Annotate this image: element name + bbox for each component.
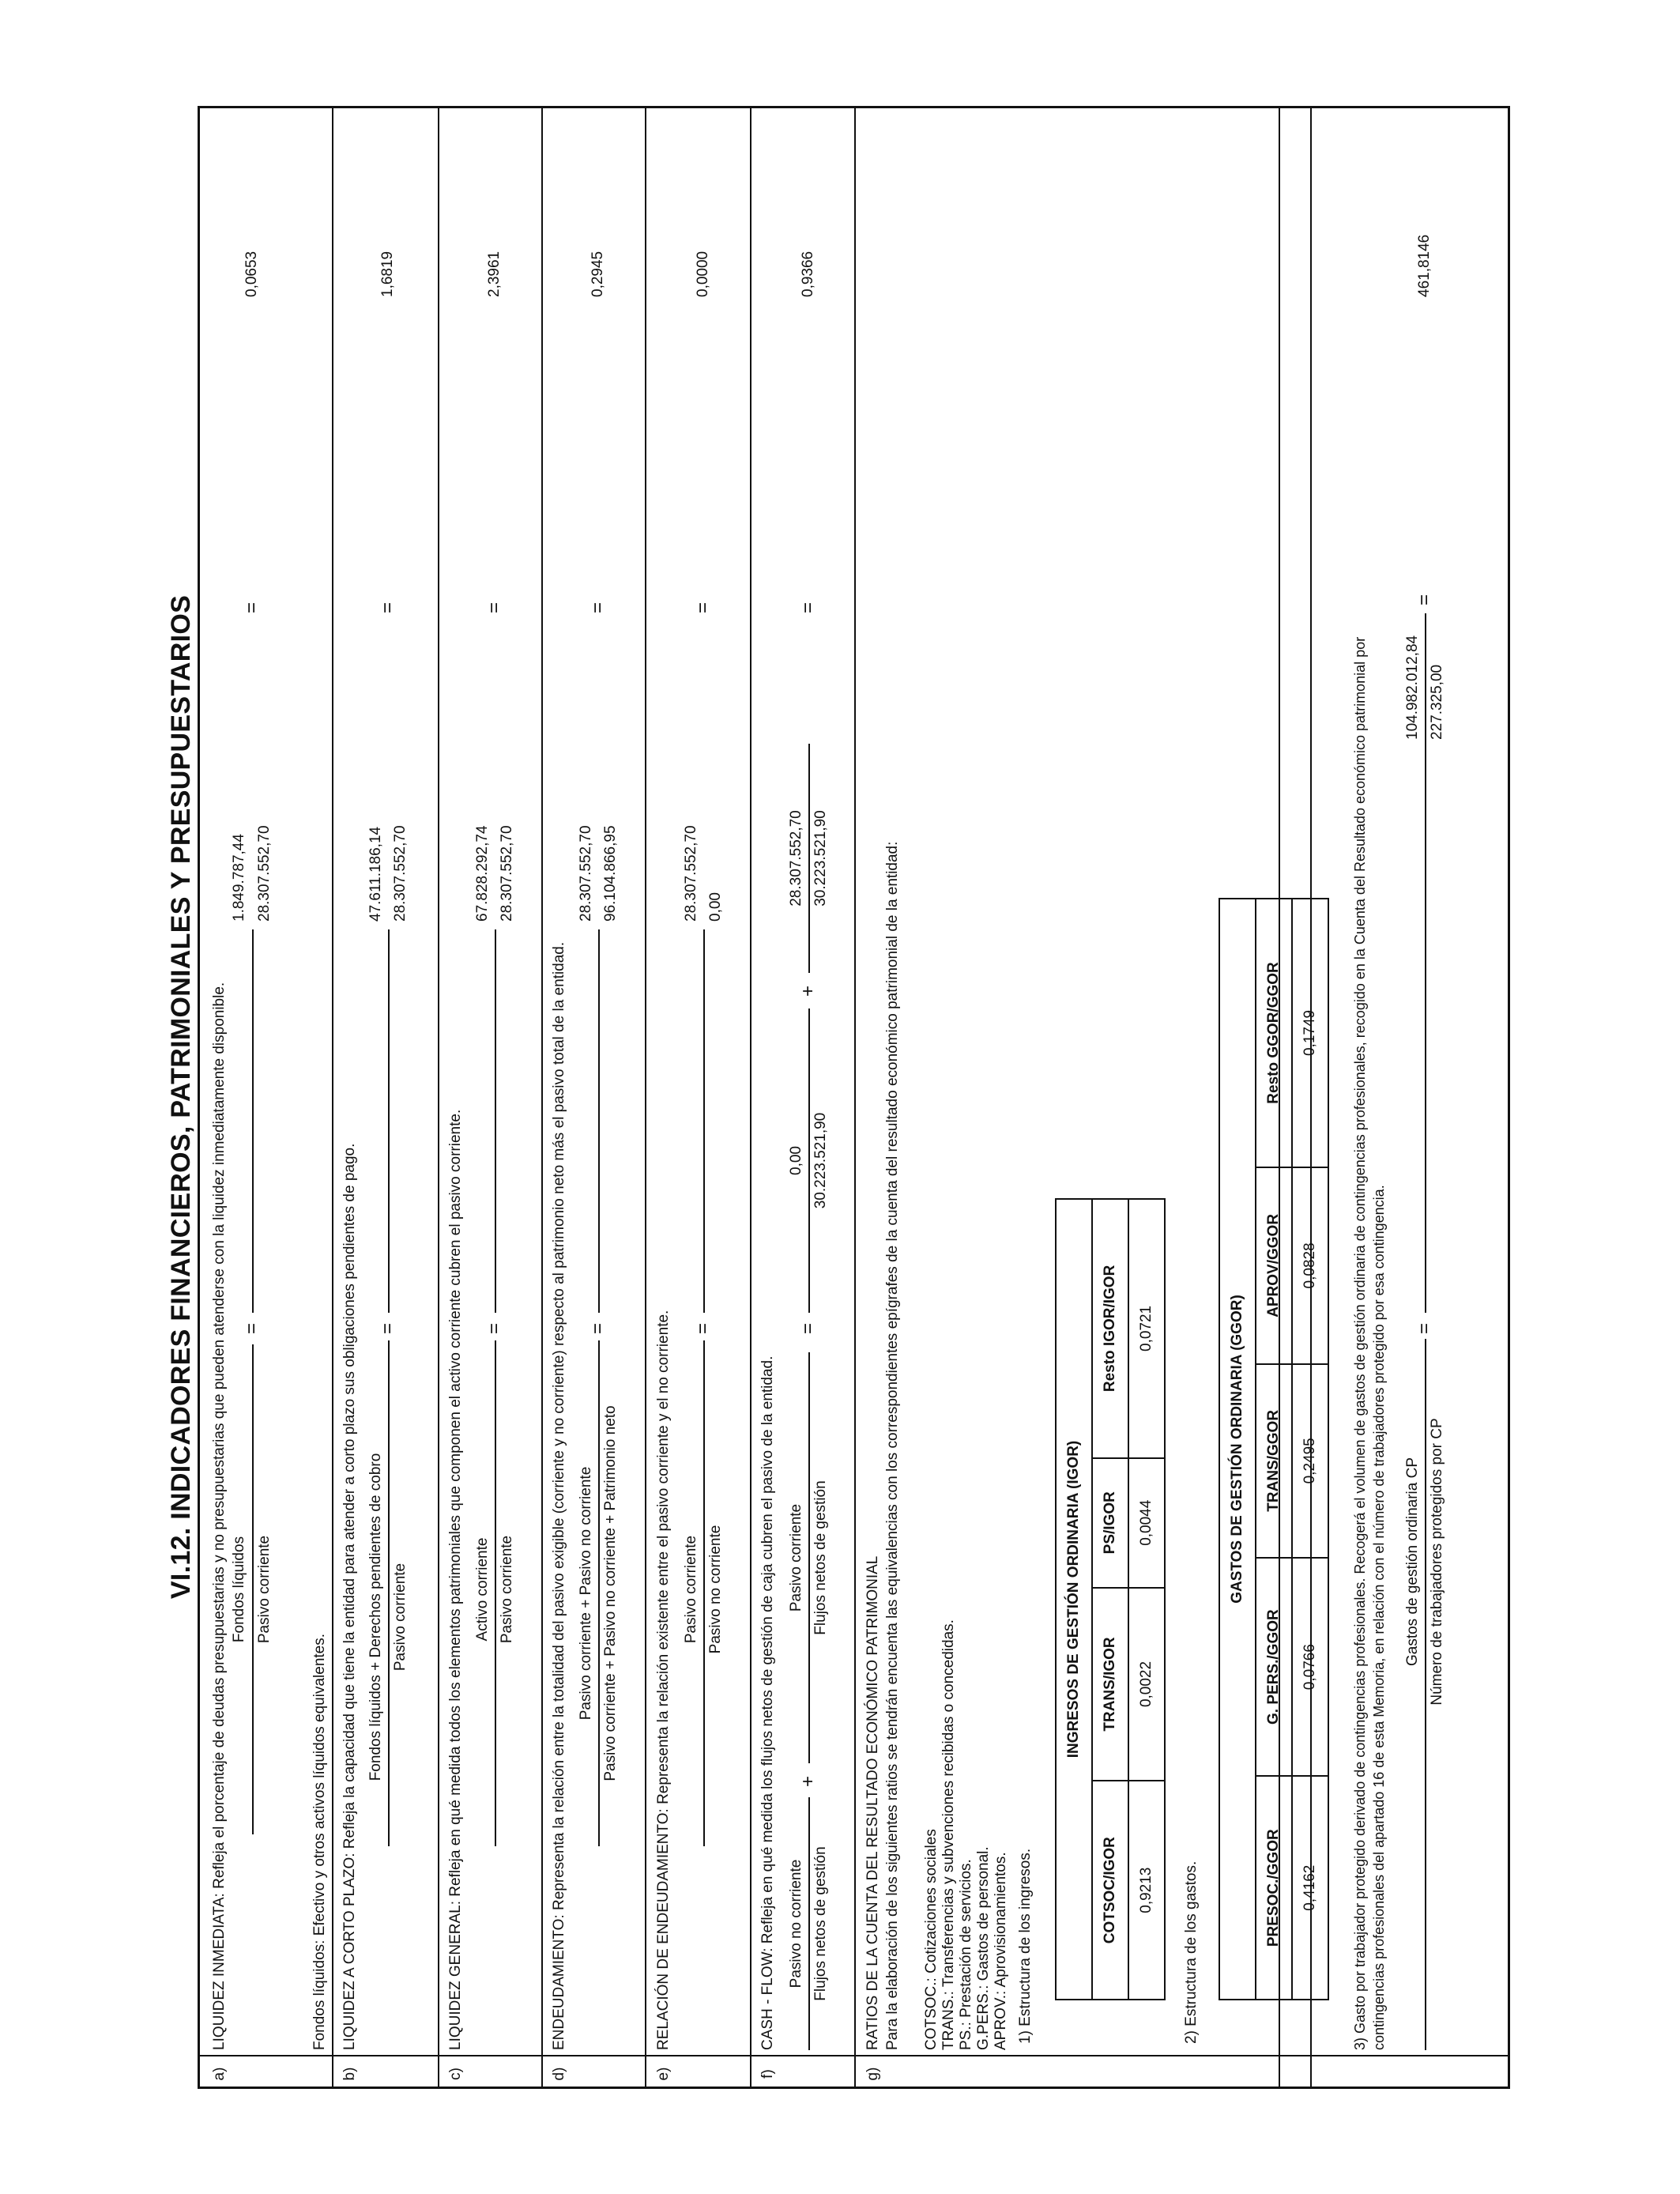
abbreviation-line: PS.: Prestación de servicios. xyxy=(958,1859,974,2050)
fraction-line xyxy=(1425,613,1426,1313)
ingresos-ratio-table xyxy=(1055,1198,1166,2000)
denominator-label: Pasivo corriente + Pasivo no corriente + Patrimonio neto xyxy=(602,1405,619,1781)
gastos-structure-label: 2) Estructura de los gastos. xyxy=(1183,1860,1200,2044)
row-divider xyxy=(541,108,543,2087)
section-heading: RATIOS DE LA CUENTA DEL RESULTADO ECONÓMICO PATRIMONIAL xyxy=(864,1555,881,2050)
fraction-line xyxy=(808,744,810,973)
equals-sign: = xyxy=(241,601,262,613)
abbreviation-line: APROV.: Aprovisionamientos. xyxy=(993,1852,1009,2050)
plus-sign: + xyxy=(797,985,819,997)
denominator-value: 28.307.552,70 xyxy=(256,825,273,922)
equals-sign: = xyxy=(587,1322,608,1334)
section-description: ENDEUDAMIENTO: Representa la relación entre la totalidad del pasivo exigible (corriente y no corriente) respecto al patrimonio neto más el pasivo total de la entidad. xyxy=(551,941,567,2050)
result-value: 1,6819 xyxy=(379,251,396,297)
row-divider xyxy=(750,108,751,2087)
numerator-value: 1.849.787,44 xyxy=(231,834,247,922)
denominator-label: Pasivo corriente xyxy=(392,1563,409,1672)
denominator-label: Flujos netos de gestión xyxy=(812,1480,829,1635)
fraction-line xyxy=(703,1340,705,1846)
column-header: G. PERS./GGOR xyxy=(1256,1558,1292,1777)
section-description: RELACIÓN DE ENDEUDAMIENTO: Representa la relación existente entre el pasivo corriente y el no corriente. xyxy=(655,1310,672,2050)
section-letter: b) xyxy=(341,2067,358,2081)
numerator-value: 104.982.012,84 xyxy=(1404,635,1421,740)
table-caption: INGRESOS DE GESTIÓN ORDINARIA (IGOR) xyxy=(1056,1199,1092,2000)
fraction-line xyxy=(703,929,705,1313)
fraction-line xyxy=(388,929,390,1313)
column-header: TRANS/IGOR xyxy=(1092,1588,1128,1781)
row-divider xyxy=(645,108,646,2087)
fraction-line xyxy=(388,1340,390,1846)
section-description: LIQUIDEZ A CORTO PLAZO: Refleja la capacidad que tiene la entidad para atender a corto plazo sus obligaciones pendientes de pago. xyxy=(341,1143,358,2050)
denominator-value: 227.325,00 xyxy=(1429,664,1445,740)
denominator-value: 30.223.521,90 xyxy=(812,810,829,907)
table-cell: 0,9213 xyxy=(1128,1781,1165,2000)
row-divider xyxy=(332,108,333,2087)
fraction-line xyxy=(1425,1339,1426,2050)
numerator-value: 67.828.292,74 xyxy=(474,825,491,922)
numerator-label: Activo corriente xyxy=(474,1537,491,1642)
section-letter: e) xyxy=(655,2067,672,2081)
section-letter: f) xyxy=(759,2069,776,2079)
section-description: LIQUIDEZ GENERAL: Refleja en qué medida todos los elementos patrimoniales que componen el activo corriente cubren el pasivo corriente. xyxy=(447,1109,464,2050)
column-header: PS/IGOR xyxy=(1092,1458,1128,1588)
gastos-ratio-table xyxy=(1219,898,1329,2000)
table-cell: 0,0766 xyxy=(1292,1558,1328,1777)
equals-sign: = xyxy=(377,601,398,613)
table-cell: 0,0044 xyxy=(1128,1458,1165,1588)
fraction-line xyxy=(598,929,600,1313)
equals-sign: = xyxy=(484,1322,505,1334)
equals-sign: = xyxy=(241,1322,262,1334)
denominator-value: 28.307.552,70 xyxy=(499,825,515,922)
fraction-line xyxy=(495,1340,496,1846)
equals-sign: = xyxy=(377,1322,398,1334)
table-cell: 0,2495 xyxy=(1292,1364,1328,1558)
ingresos-structure-label: 1) Estructura de los ingresos. xyxy=(1017,1848,1034,2044)
numerator-label: Pasivo corriente + Pasivo no corriente xyxy=(578,1466,594,1721)
result-value: 0,9366 xyxy=(800,251,816,297)
result-value: 2,3961 xyxy=(486,251,503,297)
equals-sign: = xyxy=(1414,594,1435,605)
numerator-value: 0,00 xyxy=(788,1146,804,1175)
table-cell: 0,4162 xyxy=(1292,1776,1328,2000)
numerator-label: Pasivo no corriente xyxy=(788,1859,804,1989)
column-header: Resto IGOR/IGOR xyxy=(1092,1199,1128,1458)
column-header: APROV/GGOR xyxy=(1256,1167,1292,1364)
denominator-label: Número de trabajadores protegidos por CP xyxy=(1429,1418,1445,1706)
abbreviation-line: TRANS.: Transferencias y subvenciones recibidas o concedidas. xyxy=(940,1619,957,2050)
section-letter: g) xyxy=(864,2067,881,2081)
equals-sign: = xyxy=(1414,1322,1435,1334)
numerator-label: Pasivo corriente xyxy=(788,1503,804,1612)
numerator-value: 28.307.552,70 xyxy=(578,825,594,922)
numerator-value: 47.611.186,14 xyxy=(367,826,384,922)
equals-sign: = xyxy=(797,1322,819,1334)
table-caption: GASTOS DE GESTIÓN ORDINARIA (GGOR) xyxy=(1219,899,1256,2000)
denominator-value: 96.104.866,95 xyxy=(602,825,619,922)
numerator-label: Gastos de gestión ordinaria CP xyxy=(1404,1457,1421,1667)
page-title: VI.12. INDICADORES FINANCIEROS, PATRIMONIALES Y PRESUPUESTARIOS xyxy=(166,594,196,1600)
row-divider xyxy=(854,108,856,2087)
result-value: 0,0653 xyxy=(243,251,260,297)
section-intro: Para la elaboración de los siguientes ratios se tendrán encuenta las equivalencias con los correspondientes epígrafes de la cuenta del resultado económico patrimonial de la entidad: xyxy=(884,841,901,2050)
section-letter: a) xyxy=(211,2067,228,2081)
numerator-label: Fondos líquidos + Derechos pendientes de cobro xyxy=(367,1453,384,1781)
equals-sign: = xyxy=(587,601,608,613)
section-description: CASH - FLOW: Refleja en qué medida los flujos netos de gestión de caja cubren el pasivo de la entidad. xyxy=(759,1355,776,2050)
numerator-label: Fondos líquidos xyxy=(231,1536,247,1643)
result-value: 461,8146 xyxy=(1416,234,1433,297)
denominator-value: 0,00 xyxy=(707,892,724,922)
denominator-label: Pasivo no corriente xyxy=(707,1525,724,1654)
denominator-label: Pasivo corriente xyxy=(499,1535,515,1644)
fraction-line xyxy=(495,929,496,1313)
column-header: Resto GGOR/GGOR xyxy=(1256,899,1292,1167)
column-header: PRESOC./GGOR xyxy=(1256,1776,1292,2000)
table-cell: 0,0828 xyxy=(1292,1167,1328,1364)
numerator-value: 28.307.552,70 xyxy=(683,825,699,922)
abbreviation-line: COTSOC.: Cotizaciones sociales xyxy=(923,1829,940,2050)
result-value: 0,0000 xyxy=(695,251,711,297)
numerator-value: 28.307.552,70 xyxy=(788,810,804,907)
table-cell: 0,0022 xyxy=(1128,1588,1165,1781)
cp-description-line: 3) Gasto por trabajador protegido derivado de contingencias profesionales. Recogerá el volumen de gastos de gestión ordinaria de contingencias profesionales, recogido en la Cuenta del Resultado económico patrimonial por xyxy=(1352,636,1368,2050)
table-cell: 0,1749 xyxy=(1292,899,1328,1167)
cp-description-line: contingencias profesionales del apartado 16 de esta Memoria, en relación con el número de trabajadores protegido por esa contingencia. xyxy=(1371,1185,1387,2050)
section-letter: d) xyxy=(551,2067,567,2081)
table-cell: 0,0721 xyxy=(1128,1199,1165,1458)
abbreviation-line: G.PERS.: Gastos de personal. xyxy=(975,1846,992,2050)
fraction-line xyxy=(252,1344,254,1834)
equals-sign: = xyxy=(692,601,714,613)
equals-sign: = xyxy=(692,1322,714,1334)
equals-sign: = xyxy=(797,601,819,613)
result-value: 0,2945 xyxy=(590,251,606,297)
fraction-line xyxy=(808,1797,810,2050)
fraction-line xyxy=(808,1352,810,1763)
fraction-line xyxy=(598,1340,600,1846)
column-header: TRANS/GGOR xyxy=(1256,1364,1292,1558)
denominator-value: 30.223.521,90 xyxy=(812,1112,829,1209)
section-description: LIQUIDEZ INMEDIATA: Refleja el porcentaje de deudas presupuestarias y no presupuestarias que pueden atenderse con la liquidez inmediatamente disponible. xyxy=(211,982,228,2050)
section-letter: c) xyxy=(447,2068,464,2080)
denominator-label: Flujos netos de gestión xyxy=(812,1846,829,2001)
column-header: COTSOC/IGOR xyxy=(1092,1781,1128,2000)
numerator-label: Pasivo corriente xyxy=(683,1535,699,1644)
plus-sign: + xyxy=(797,1775,819,1787)
fraction-line xyxy=(252,929,254,1313)
equals-sign: = xyxy=(484,601,505,613)
section-note: Fondos líquidos: Efectivo y otros activos líquidos equivalentes. xyxy=(311,1633,328,2050)
row-divider xyxy=(438,108,439,2087)
fraction-line xyxy=(808,1008,810,1313)
denominator-value: 28.307.552,70 xyxy=(392,825,409,922)
denominator-label: Pasivo corriente xyxy=(256,1535,273,1644)
